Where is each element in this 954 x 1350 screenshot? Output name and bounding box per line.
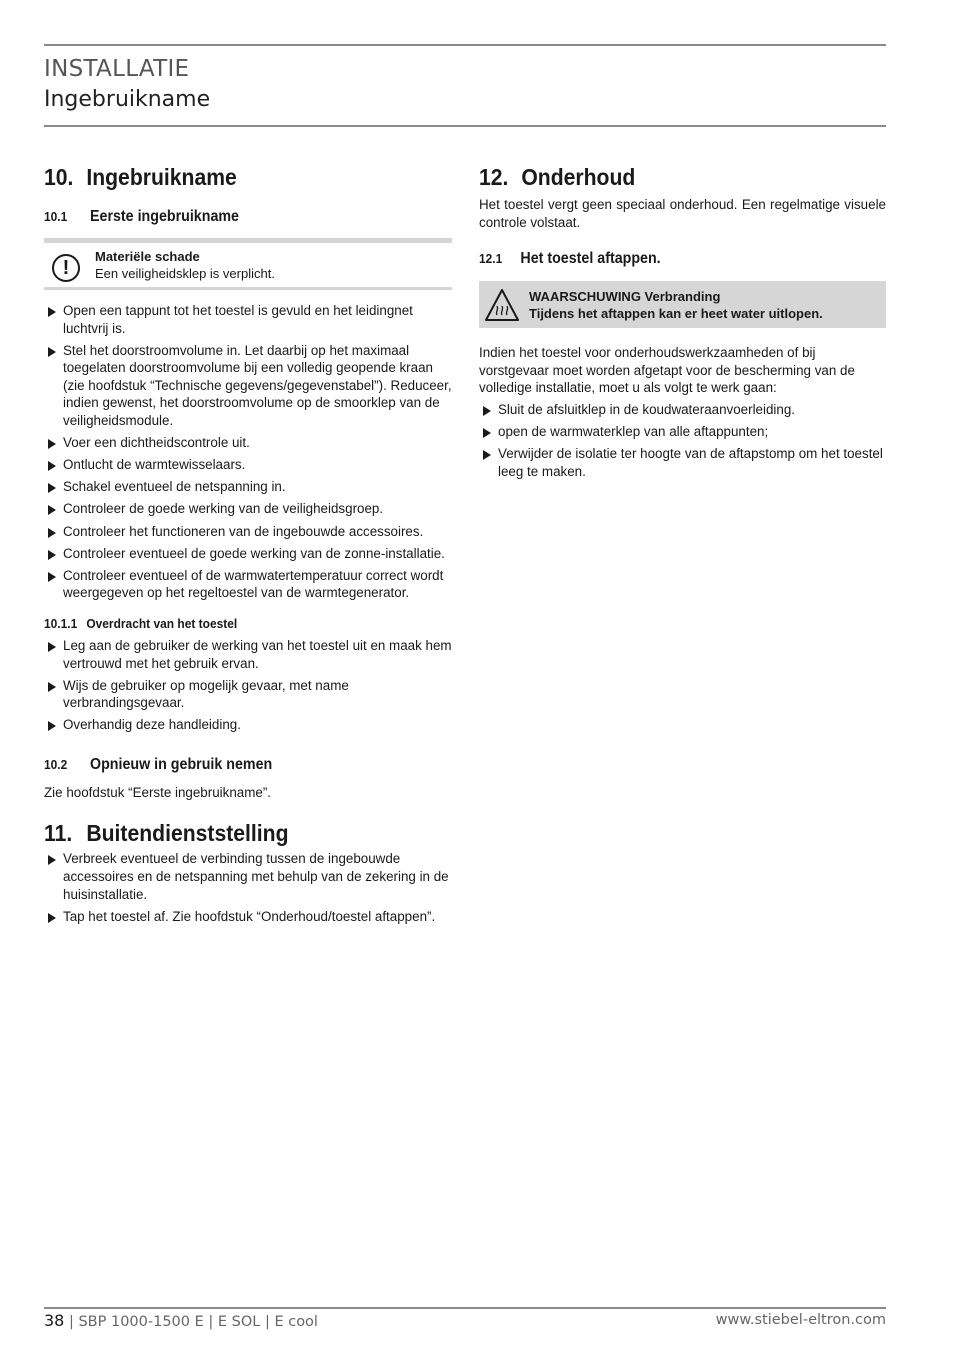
warning-title: WAARSCHUWING Verbranding: [529, 289, 721, 305]
steps-12-1: [479, 401, 886, 480]
subsection-number: 10.1.1: [44, 615, 78, 631]
section-12-text: Het toestel vergt geen speciaal onderhoud. Een regelmatige visuele controle volstaat.: [479, 197, 886, 230]
subsection-10-2-heading: [44, 755, 419, 775]
section-number: 12.: [479, 164, 509, 190]
arrow-bullet-icon: [48, 439, 56, 449]
list-item: Stel het doorstroomvolume in. Let daarbij op het maximaal toegelaten doorstroomvolume bij een volledig geopende kraan (zie hoofdstuk “Technische gegevens/gegevenstabel”). Reduceer, indien gewenst, het doorstroomvolume op de smoorklep van de veiligheidsmodule.: [44, 342, 452, 430]
list-item: Controleer eventueel of de warmwatertemperatuur correct wordt weergegeven op het regeltoestel van de warmtegenerator.: [44, 567, 452, 602]
arrow-bullet-icon: [48, 528, 56, 538]
arrow-bullet-icon: [48, 721, 56, 731]
subsection-10-1-1-heading: [44, 615, 419, 633]
warning-text: Tijdens het aftappen kan er heet water uitlopen.: [529, 305, 823, 321]
section-12-heading: [479, 162, 853, 192]
arrow-bullet-icon: [48, 642, 56, 652]
list-item: Controleer eventueel de goede werking van de zonne-installatie.: [44, 545, 452, 563]
section-number: 10.: [44, 164, 74, 190]
list-item: Overhandig deze handleiding.: [44, 716, 452, 734]
subsection-12-1-heading: [479, 249, 853, 269]
section-10-heading: [44, 162, 419, 192]
list-item: Tap het toestel af. Zie hoofdstuk “Onderhoud/toestel aftappen”.: [44, 908, 452, 926]
chapter-title: INSTALLATIE: [44, 56, 190, 82]
arrow-bullet-icon: [48, 347, 56, 357]
section-12-1-text: Indien het toestel voor onderhoudswerkzaamheden of bij vorstgevaar moet worden afgetapt voor de bescherming van de volledige installatie, moet u als volgt te werk gaan:: [479, 345, 855, 396]
arrow-bullet-icon: [48, 550, 56, 560]
list-item: Controleer de goede werking van de veiligheidsgroep.: [44, 500, 452, 518]
section-11-heading: [44, 818, 419, 848]
left-column: [44, 160, 452, 930]
list-item: Open een tappunt tot het toestel is gevuld en het leidingnet luchtvrij is.: [44, 302, 452, 337]
notice-title: Materiële schade: [95, 249, 200, 264]
subsection-number: 10.2: [44, 756, 68, 772]
list-item: Verbreek eventueel de verbinding tussen de ingebouwde accessoires en de netspanning met behulp van de zekering in de huisinstallatie.: [44, 850, 452, 903]
list-item: Sluit de afsluitklep in de koudwateraanvoerleiding.: [479, 401, 886, 419]
subsection-title: Het toestel aftappen.: [520, 250, 661, 268]
list-item: Controleer het functioneren van de ingebouwde accessoires.: [44, 523, 452, 541]
list-item: Wijs de gebruiker op mogelijk gevaar, met name verbrandingsgevaar.: [44, 677, 452, 712]
header-top-rule: [44, 44, 886, 46]
footer-models: | SBP 1000-1500 E | E SOL | E cool: [68, 1314, 318, 1330]
arrow-bullet-icon: [483, 428, 491, 438]
arrow-bullet-icon: [48, 913, 56, 923]
subsection-number: 10.1: [44, 209, 68, 224]
hot-surface-warning-icon: [484, 288, 520, 322]
exclamation-icon: !: [52, 254, 80, 282]
section-10-2-text: Zie hoofdstuk “Eerste ingebruikname”.: [44, 784, 272, 800]
footer-left: [44, 1311, 318, 1330]
footer-url: www.stiebel-eltron.com: [715, 1312, 886, 1328]
list-item: open de warmwaterklep van alle aftappunten;: [479, 423, 886, 441]
arrow-bullet-icon: [48, 572, 56, 582]
subsection-title: Eerste ingebruikname: [90, 208, 239, 225]
burn-warning: [479, 281, 886, 328]
notice-text: Een veiligheidsklep is verplicht.: [95, 265, 275, 281]
subsection-title: Opnieuw in gebruik nemen: [90, 755, 273, 773]
list-item: Verwijder de isolatie ter hoogte van de aftapstomp om het toestel leeg te maken.: [479, 445, 886, 480]
list-item: Ontlucht de warmtewisselaars.: [44, 456, 452, 474]
chapter-subtitle: Ingebruikname: [44, 87, 211, 112]
subsection-number: 12.1: [479, 251, 503, 267]
subsection-title: Overdracht van het toestel: [86, 615, 238, 631]
steps-11: [44, 850, 452, 925]
arrow-bullet-icon: [48, 307, 56, 317]
arrow-bullet-icon: [48, 505, 56, 515]
list-item: Leg aan de gebruiker de werking van het toestel uit en maak hem vertrouwd met het gebruik ervan.: [44, 637, 452, 672]
list-item: Voer een dichtheidscontrole uit.: [44, 434, 452, 452]
section-title: Buitendienststelling: [86, 820, 289, 847]
subsection-10-1-heading: [44, 207, 419, 227]
section-title: Ingebruikname: [86, 164, 237, 190]
header-bottom-rule: [44, 125, 886, 127]
arrow-bullet-icon: [48, 682, 56, 692]
material-damage-notice: [44, 238, 452, 290]
steps-10-1: [44, 302, 452, 602]
steps-10-1-1: [44, 637, 452, 734]
page-number: 38: [44, 1311, 65, 1330]
list-item: Schakel eventueel de netspanning in.: [44, 478, 452, 496]
arrow-bullet-icon: [48, 483, 56, 493]
footer-rule: [44, 1307, 886, 1309]
arrow-bullet-icon: [48, 461, 56, 471]
arrow-bullet-icon: [483, 406, 491, 416]
section-number: 11.: [44, 820, 73, 847]
right-column: [479, 160, 886, 485]
arrow-bullet-icon: [48, 855, 56, 865]
section-title: Onderhoud: [521, 164, 636, 190]
arrow-bullet-icon: [483, 450, 491, 460]
